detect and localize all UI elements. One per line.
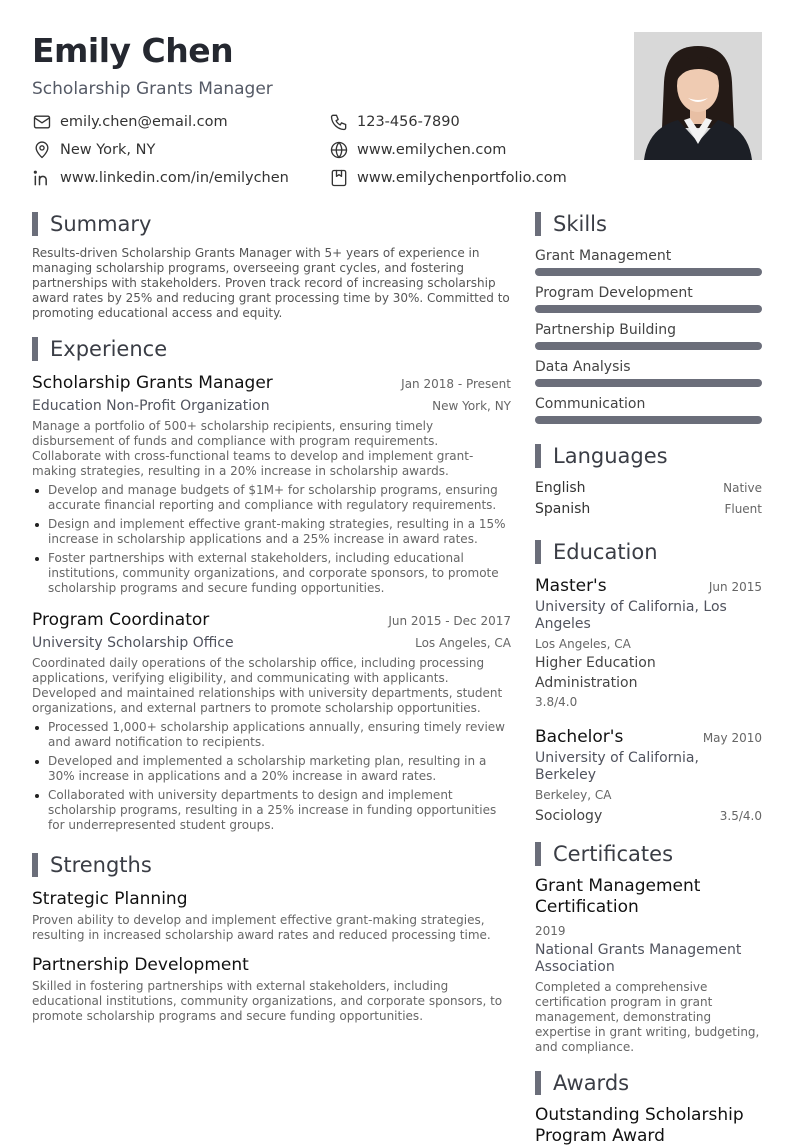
profile-photo-illustration bbox=[634, 32, 762, 160]
strength-description: Proven ability to develop and implement effective grant-making strategies, resulting in increased scholarship award rates and reduced processing time. bbox=[32, 913, 491, 942]
skill-item bbox=[535, 246, 762, 276]
job-bullet: Collaborated with university departments to design and implement scholarship programs, resulting in a 25% increase in funding opportunities for underrepresented student groups. bbox=[32, 788, 511, 833]
job-location: Los Angeles, CA bbox=[415, 636, 511, 650]
summary-text: Results-driven Scholarship Grants Manager with 5+ years of experience in managing scholarship programs, overseeing grant cycles, and fostering partnerships with stakeholders. Proven track record of increasing scholarship award rates by 25% and reducing grant processing time by 30%. Committed to promoting educational access and equity. bbox=[32, 246, 510, 320]
skill-level-bar bbox=[535, 416, 762, 424]
skill-level-bar bbox=[535, 379, 762, 387]
left-column bbox=[32, 210, 511, 1034]
education-entry bbox=[535, 574, 762, 711]
job-bullet: Processed 1,000+ scholarship applications annually, ensuring timely review and award notification to recipients. bbox=[32, 720, 511, 750]
skill-name: Partnership Building bbox=[535, 322, 677, 338]
field-of-study: Sociology bbox=[535, 808, 603, 824]
education-heading-text: Education bbox=[553, 540, 658, 564]
graduation-date: May 2010 bbox=[702, 731, 762, 745]
language-name: English bbox=[535, 480, 586, 496]
job-bullets bbox=[32, 720, 511, 833]
globe-icon bbox=[329, 140, 349, 160]
language-level: Fluent bbox=[724, 502, 762, 516]
job-date: Jan 2018 - Present bbox=[401, 377, 511, 391]
skill-item bbox=[535, 283, 762, 313]
section-marker bbox=[32, 853, 38, 877]
contact-linkedin[interactable] bbox=[32, 168, 289, 188]
profile-photo bbox=[634, 32, 762, 160]
section-marker bbox=[32, 337, 38, 361]
skill-name: Communication bbox=[535, 396, 646, 412]
contact-location bbox=[32, 140, 155, 160]
school-name: University of California, Los Angeles bbox=[535, 599, 727, 632]
section-marker bbox=[535, 540, 541, 564]
job-organization: University Scholarship Office bbox=[32, 635, 234, 651]
contact-email[interactable] bbox=[32, 112, 228, 132]
award-name: Outstanding Scholarship Program Award bbox=[535, 1105, 744, 1146]
education-entry bbox=[535, 725, 762, 826]
skill-item bbox=[535, 357, 762, 387]
job-title: Scholarship Grants Manager bbox=[32, 373, 273, 393]
languages-heading-text: Languages bbox=[553, 444, 668, 468]
skill-item bbox=[535, 394, 762, 424]
school-location: Los Angeles, CA bbox=[535, 637, 631, 651]
right-column bbox=[535, 210, 762, 1147]
resume-header bbox=[32, 30, 612, 100]
skill-name: Grant Management bbox=[535, 248, 672, 264]
job-description: Manage a portfolio of 500+ scholarship recipients, ensuring timely disbursement of funds and compliance with program requirements. Collaborate with cross-functional teams to develop and implement grant-making strategies, resulting in a 20% increase in scholarship awards. bbox=[32, 419, 474, 478]
bookmark-icon bbox=[329, 168, 349, 188]
skill-level-bar bbox=[535, 305, 762, 313]
experience-heading bbox=[32, 335, 511, 363]
job-organization: Education Non-Profit Organization bbox=[32, 398, 270, 414]
language-level: Native bbox=[723, 481, 762, 495]
section-marker bbox=[32, 212, 38, 236]
summary-heading bbox=[32, 210, 511, 238]
section-marker bbox=[535, 212, 541, 236]
portfolio-text: www.emilychenportfolio.com bbox=[357, 170, 567, 186]
section-marker bbox=[535, 444, 541, 468]
job-title: Program Coordinator bbox=[32, 610, 210, 630]
gpa: 3.8/4.0 bbox=[535, 695, 578, 709]
job-bullet: Developed and implemented a scholarship marketing plan, resulting in a 30% increase in applications and a 20% increase in award rates. bbox=[32, 754, 511, 784]
job-date: Jun 2015 - Dec 2017 bbox=[388, 614, 511, 628]
job-bullet: Design and implement effective grant-making strategies, resulting in a 15% increase in scholarship applications and a 25% increase in award rates. bbox=[32, 517, 511, 547]
linkedin-text: www.linkedin.com/in/emilychen bbox=[60, 170, 289, 186]
phone-text: 123-456-7890 bbox=[357, 114, 460, 130]
awards-heading-text: Awards bbox=[553, 1071, 630, 1095]
summary-heading-text: Summary bbox=[50, 212, 152, 236]
school-name: University of California, Berkeley bbox=[535, 750, 699, 783]
awards-heading bbox=[535, 1069, 762, 1097]
strength-description: Skilled in fostering partnerships with external stakeholders, including educational institutions, community organizations, and corporate sponsors, to promote scholarship programs and secure funding opportunities. bbox=[32, 979, 503, 1023]
graduation-date: Jun 2015 bbox=[708, 580, 762, 594]
strength-title: Partnership Development bbox=[32, 955, 249, 975]
degree: Bachelor's bbox=[535, 727, 624, 747]
gpa: 3.5/4.0 bbox=[719, 809, 762, 823]
contact-website[interactable] bbox=[329, 140, 506, 160]
language-item bbox=[535, 499, 762, 520]
job-location: New York, NY bbox=[432, 399, 511, 413]
language-name: Spanish bbox=[535, 501, 591, 517]
certificates-heading bbox=[535, 840, 762, 868]
education-heading bbox=[535, 538, 762, 566]
phone-icon bbox=[329, 112, 349, 132]
certificate-year: 2019 bbox=[535, 924, 566, 938]
strength-entry bbox=[32, 953, 511, 1024]
school-location: Berkeley, CA bbox=[535, 788, 612, 802]
field-of-study: Higher Education Administration bbox=[535, 655, 656, 691]
certificates-heading-text: Certificates bbox=[553, 842, 674, 866]
certificate-description: Completed a comprehensive certification program in grant management, demonstrating expertise in grant writing, budgeting, and compliance. bbox=[535, 980, 760, 1054]
strength-title: Strategic Planning bbox=[32, 889, 188, 909]
section-marker bbox=[535, 1071, 541, 1095]
skills-heading-text: Skills bbox=[553, 212, 607, 236]
skill-level-bar bbox=[535, 268, 762, 276]
contact-portfolio[interactable] bbox=[329, 168, 567, 188]
job-entry bbox=[32, 608, 511, 833]
strengths-heading-text: Strengths bbox=[50, 853, 152, 877]
degree: Master's bbox=[535, 576, 607, 596]
section-marker bbox=[535, 842, 541, 866]
email-text: emily.chen@email.com bbox=[60, 114, 228, 130]
certificate-organization: National Grants Management Association bbox=[535, 942, 742, 975]
skill-name: Program Development bbox=[535, 285, 693, 301]
linkedin-icon bbox=[32, 168, 52, 188]
skill-item bbox=[535, 320, 762, 350]
skills-heading bbox=[535, 210, 762, 238]
certificate-name: Grant Management Certification bbox=[535, 876, 701, 917]
experience-heading-text: Experience bbox=[50, 337, 168, 361]
candidate-title: Scholarship Grants Manager bbox=[32, 79, 273, 99]
skill-name: Data Analysis bbox=[535, 359, 631, 375]
location-text: New York, NY bbox=[60, 142, 156, 158]
languages-heading bbox=[535, 442, 762, 470]
candidate-name: Emily Chen bbox=[32, 31, 234, 70]
language-item bbox=[535, 478, 762, 499]
job-bullet: Foster partnerships with external stakeholders, including educational institutions, community organizations, and corporate sponsors, to promote scholarship programs and secure funding opportunities. bbox=[32, 551, 511, 596]
job-description: Coordinated daily operations of the scholarship office, including processing applications, verifying eligibility, and communicating with applicants. Developed and maintained relationships with university departments, student organizations, and external partners to promote scholarship opportunities. bbox=[32, 656, 503, 715]
job-bullets bbox=[32, 483, 511, 596]
contact-phone[interactable] bbox=[329, 112, 460, 132]
skills-list bbox=[535, 246, 762, 424]
website-text: www.emilychen.com bbox=[357, 142, 507, 158]
job-entry bbox=[32, 371, 511, 596]
job-bullet: Develop and manage budgets of $1M+ for scholarship programs, ensuring accurate financial reporting and compliance with regulatory requirements. bbox=[32, 483, 511, 513]
skill-level-bar bbox=[535, 342, 762, 350]
strength-entry bbox=[32, 887, 511, 943]
location-pin-icon bbox=[32, 140, 52, 160]
mail-icon bbox=[32, 112, 52, 132]
strengths-heading bbox=[32, 851, 511, 879]
